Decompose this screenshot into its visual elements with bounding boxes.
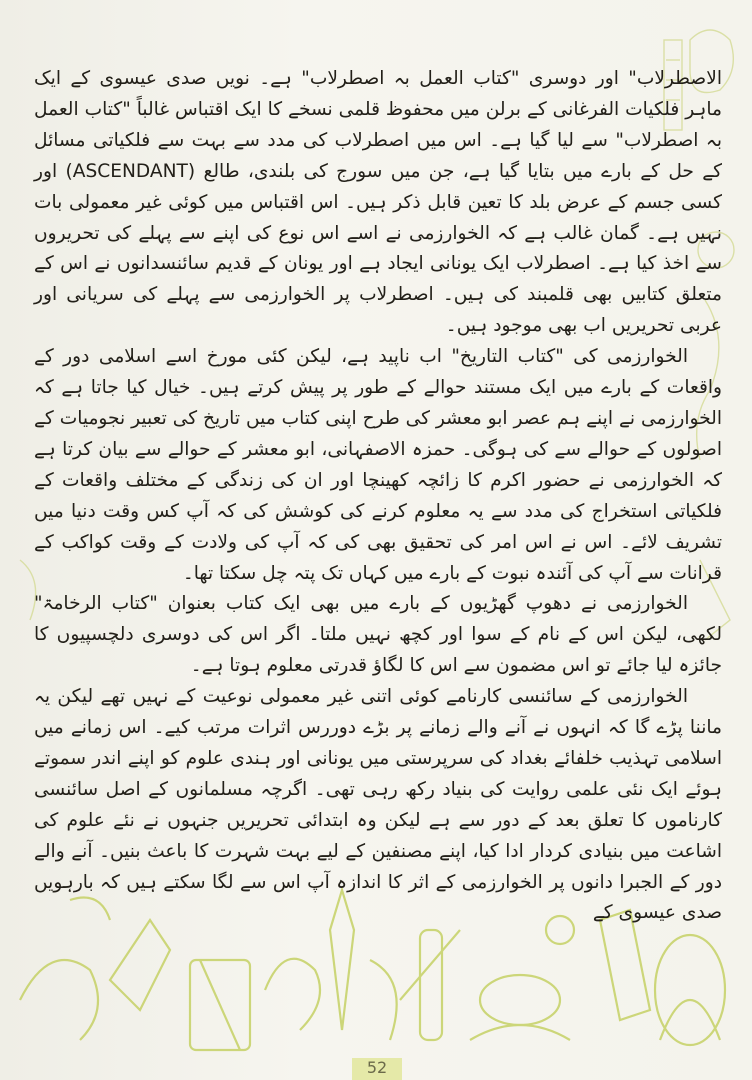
paragraph-sundials: الخوارزمی نے دھوپ گھڑیوں کے بارے میں بھی ایک کتاب بعنوان "کتاب الرخامۃ" لکھی، لیکن اس کے نام کے سوا اور کچھ نہیں ملتا۔ اگر اس کی دوسری دلچسپیوں کا جائزہ لیا جائے تو اس مضمون سے اس کا لگاؤ قدرتی معلوم ہوتا ہے۔ <box>34 593 722 677</box>
paragraph-kitab-al-tarikh: الخوارزمی کی "کتاب التاریخ" اب ناپید ہے، لیکن کئی مورخ اسے اسلامی دور کے واقعات کے بارے میں ایک مستند حوالے کے طور پر پیش کرتے ہیں۔ خیال کیا جاتا ہے کہ الخوارزمی نے اپنے ہم عصر ابو معشر کی طرح اپنی کتاب میں تاریخ کی تعبیر نجومیات کے اصولوں کے حوالے سے کی ہوگی۔ حمزہ الاصفہانی، ابو معشر کے حوالے سے بیان کرتا ہے کہ الخوارزمی نے حضور اکرم کا زائچہ کھینچا اور ان کی زندگی کے مختلف واقعات کے فلکیاتی استخراج کی مدد سے یہ معلوم کرنے کی کوشش کی کہ آپ کس وقت دنیا میں تشریف لائے۔ اس نے اس امر کی تحقیق بھی کی کہ آپ کی ولادت کے وقت کواکب کے قرانات سے آپ کی آئندہ نبوت کے بارے میں کہاں تک پتہ چل سکتا تھا۔ <box>34 346 722 584</box>
urdu-body-text <box>34 64 722 929</box>
paragraph-scientific-achievements: الخوارزمی کے سائنسی کارنامے کوئی اتنی غیر معمولی نوعیت کے نہیں تھے لیکن یہ ماننا پڑے گا کہ انہوں نے آنے والے زمانے پر بڑے دوررس اثرات مرتب کیے۔ اس زمانے میں اسلامی تہذیب خلفائے بغداد کی سرپرستی میں یونانی اور ہندی علوم کو اپنے اندر سموتے ہوئے ایک نئی علمی روایت کی بنیاد رکھ رہی تھی۔ اگرچہ مسلمانوں کے اصل سائنسی کارناموں کا تعلق بعد کے دور سے ہے لیکن وہ ابتدائی تحریریں جنہوں نے نئے علوم کی اشاعت میں بنیادی کردار ادا کیا، اپنے مصنفین کے لیے بہت شہرت کا باعث بنیں۔ آنے والے دور کے الجبرا دانوں پر الخوارزمی کے اثر کا اندازہ آپ اس سے لگا سکتے ہیں کہ بارہویں صدی عیسوی کے <box>34 686 722 924</box>
paragraph-astrolabe: الاصطرلاب" اور دوسری "کتاب العمل بہ اصطرلاب" ہے۔ نویں صدی عیسوی کے ایک ماہر فلکیات الفرغانی کے برلن میں محفوظ قلمی نسخے کا ایک اقتباس غالباً "کتاب العمل بہ اصطرلاب" سے لیا گیا ہے۔ اس میں اصطرلاب کی مدد سے بہت سے فلکیاتی مسائل کے حل کے بارے میں بتایا گیا ہے، جن میں سورج کی بلندی، طالع (ASCENDANT) اور کسی جسم کے عرض بلد کا تعین قابل ذکر ہیں۔ اس اقتباس میں کوئی غیر معمولی بات نہیں ہے۔ گمان غالب ہے کہ الخوارزمی نے اسے اس نوع کی اپنے سے پہلے کی تحریروں سے اخذ کیا ہے۔ اصطرلاب ایک یونانی ایجاد ہے اور یونان کے قدیم سائنسدانوں نے اس کے متعلق کتابیں بھی قلمبند کی ہیں۔ اصطرلاب پر الخوارزمی سے پہلے کی سریانی اور عربی تحریریں اب بھی موجود ہیں۔ <box>34 68 722 337</box>
page-number: 52 <box>352 1058 402 1080</box>
